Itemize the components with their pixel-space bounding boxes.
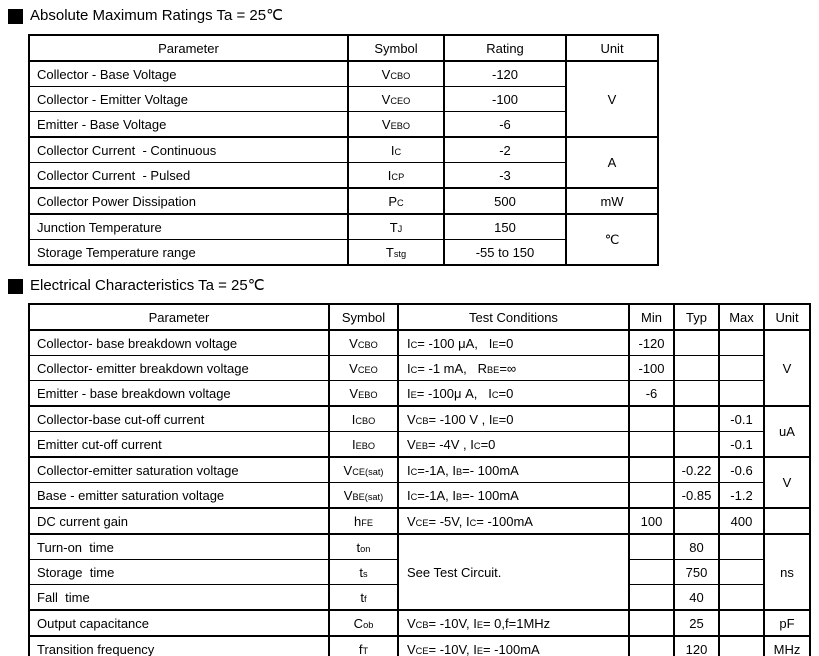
cell-parameter: Transition frequency — [29, 636, 329, 656]
cell-symbol: fT — [329, 636, 398, 656]
cell-min: -6 — [629, 381, 674, 407]
cell-typ: 40 — [674, 585, 719, 611]
cell-symbol: Tstg — [348, 240, 444, 266]
cell-parameter: Emitter - Base Voltage — [29, 112, 348, 138]
cell-parameter: Junction Temperature — [29, 214, 348, 240]
col-header-min: Min — [629, 304, 674, 330]
cell-parameter: Collector - Emitter Voltage — [29, 87, 348, 112]
cell-typ — [674, 406, 719, 432]
cell-min — [629, 610, 674, 636]
cell-unit: V — [566, 61, 658, 137]
section-title-text: Absolute Maximum Ratings Ta = 25℃ — [30, 7, 283, 24]
cell-parameter: Emitter - base breakdown voltage — [29, 381, 329, 407]
cell-rating: -55 to 150 — [444, 240, 566, 266]
cell-max: 400 — [719, 508, 764, 534]
cell-symbol: ts — [329, 560, 398, 585]
black-square-bullet-icon — [8, 9, 23, 24]
cell-typ: 80 — [674, 534, 719, 560]
cell-unit: V — [764, 457, 810, 508]
cell-parameter: Storage time — [29, 560, 329, 585]
cell-parameter: Storage Temperature range — [29, 240, 348, 266]
cell-min — [629, 560, 674, 585]
cell-max — [719, 610, 764, 636]
cell-max — [719, 356, 764, 381]
col-header-symbol: Symbol — [348, 35, 444, 61]
cell-max: -1.2 — [719, 483, 764, 509]
cell-parameter: Collector Current - Pulsed — [29, 163, 348, 189]
cell-parameter: Emitter cut-off current — [29, 432, 329, 458]
section-title-absolute-maximum-ratings — [8, 7, 819, 25]
cell-symbol: ICP — [348, 163, 444, 189]
cell-max — [719, 560, 764, 585]
col-header-unit: Unit — [764, 304, 810, 330]
cell-symbol: VCBO — [348, 61, 444, 87]
cell-symbol: hFE — [329, 508, 398, 534]
cell-symbol: PC — [348, 188, 444, 214]
cell-min — [629, 534, 674, 560]
table-row — [29, 432, 810, 458]
col-header-test-conditions: Test Conditions — [398, 304, 629, 330]
cell-max — [719, 585, 764, 611]
cell-max: -0.1 — [719, 432, 764, 458]
section-title-electrical-characteristics — [8, 277, 819, 295]
cell-rating: -2 — [444, 137, 566, 163]
table-row — [29, 112, 658, 138]
cell-parameter: Base - emitter saturation voltage — [29, 483, 329, 509]
cell-unit: ns — [764, 534, 810, 610]
cell-min — [629, 457, 674, 483]
cell-unit: pF — [764, 610, 810, 636]
table-row — [29, 636, 810, 656]
cell-condition: IC=-1A, IB=- 100mA — [398, 483, 629, 509]
col-header-typ: Typ — [674, 304, 719, 330]
cell-rating: -6 — [444, 112, 566, 138]
cell-symbol: tf — [329, 585, 398, 611]
cell-unit: mW — [566, 188, 658, 214]
cell-max: -0.1 — [719, 406, 764, 432]
cell-min — [629, 585, 674, 611]
cell-condition: VEB= -4V , IC=0 — [398, 432, 629, 458]
cell-typ — [674, 330, 719, 356]
cell-min: 100 — [629, 508, 674, 534]
cell-typ: 120 — [674, 636, 719, 656]
cell-symbol: IC — [348, 137, 444, 163]
table-row — [29, 534, 810, 560]
cell-parameter: Fall time — [29, 585, 329, 611]
cell-unit: ℃ — [566, 214, 658, 265]
table-row — [29, 137, 658, 163]
cell-max — [719, 636, 764, 656]
cell-symbol: VCBO — [329, 330, 398, 356]
cell-symbol: VCE(sat) — [329, 457, 398, 483]
table-header-row — [29, 304, 810, 330]
cell-min: -100 — [629, 356, 674, 381]
col-header-rating: Rating — [444, 35, 566, 61]
cell-condition: IC=-1A, IB=- 100mA — [398, 457, 629, 483]
col-header-parameter: Parameter — [29, 35, 348, 61]
cell-typ — [674, 432, 719, 458]
cell-max: -0.6 — [719, 457, 764, 483]
cell-symbol: VCEO — [329, 356, 398, 381]
cell-typ — [674, 356, 719, 381]
table-row — [29, 406, 810, 432]
table-row — [29, 457, 810, 483]
electrical-characteristics-table — [28, 303, 811, 656]
cell-max — [719, 381, 764, 407]
cell-min — [629, 432, 674, 458]
cell-symbol: VBE(sat) — [329, 483, 398, 509]
table-row — [29, 240, 658, 266]
cell-symbol: VEBO — [348, 112, 444, 138]
table-row — [29, 483, 810, 509]
table-row — [29, 87, 658, 112]
col-header-parameter: Parameter — [29, 304, 329, 330]
cell-typ: -0.85 — [674, 483, 719, 509]
cell-rating: -100 — [444, 87, 566, 112]
cell-parameter: Output capacitance — [29, 610, 329, 636]
cell-condition: VCB= -100 V , IE=0 — [398, 406, 629, 432]
table-row — [29, 610, 810, 636]
cell-unit — [764, 508, 810, 534]
absolute-maximum-ratings-table — [28, 34, 659, 266]
cell-typ — [674, 508, 719, 534]
table-row — [29, 330, 810, 356]
cell-condition: IE= -100μ A, IC=0 — [398, 381, 629, 407]
cell-min — [629, 636, 674, 656]
cell-parameter: Collector-base cut-off current — [29, 406, 329, 432]
cell-typ: 750 — [674, 560, 719, 585]
cell-symbol: VCEO — [348, 87, 444, 112]
cell-condition: VCB= -10V, IE= 0,f=1MHz — [398, 610, 629, 636]
cell-rating: 500 — [444, 188, 566, 214]
black-square-bullet-icon — [8, 279, 23, 294]
cell-condition: VCE= -10V, IE= -100mA — [398, 636, 629, 656]
cell-parameter: Collector- emitter breakdown voltage — [29, 356, 329, 381]
cell-unit: uA — [764, 406, 810, 457]
cell-parameter: Collector-emitter saturation voltage — [29, 457, 329, 483]
cell-parameter: Collector Power Dissipation — [29, 188, 348, 214]
table-row — [29, 61, 658, 87]
cell-symbol: VEBO — [329, 381, 398, 407]
cell-symbol: ton — [329, 534, 398, 560]
cell-symbol: IEBO — [329, 432, 398, 458]
cell-condition: See Test Circuit. — [398, 534, 629, 610]
cell-symbol: ICBO — [329, 406, 398, 432]
table-row — [29, 214, 658, 240]
cell-min — [629, 406, 674, 432]
table-row — [29, 381, 810, 407]
cell-parameter: Collector - Base Voltage — [29, 61, 348, 87]
cell-rating: -3 — [444, 163, 566, 189]
cell-max — [719, 330, 764, 356]
section-title-text: Electrical Characteristics Ta = 25℃ — [30, 277, 265, 294]
cell-unit: MHz — [764, 636, 810, 656]
cell-min — [629, 483, 674, 509]
col-header-unit: Unit — [566, 35, 658, 61]
cell-condition: IC= -100 μA, IE=0 — [398, 330, 629, 356]
table-row — [29, 163, 658, 189]
cell-symbol: Cob — [329, 610, 398, 636]
cell-typ — [674, 381, 719, 407]
cell-symbol: TJ — [348, 214, 444, 240]
col-header-symbol: Symbol — [329, 304, 398, 330]
cell-condition: VCE= -5V, IC= -100mA — [398, 508, 629, 534]
table-row — [29, 356, 810, 381]
cell-parameter: Turn-on time — [29, 534, 329, 560]
cell-unit: A — [566, 137, 658, 188]
table-header-row — [29, 35, 658, 61]
col-header-max: Max — [719, 304, 764, 330]
cell-rating: 150 — [444, 214, 566, 240]
cell-parameter: DC current gain — [29, 508, 329, 534]
cell-typ: 25 — [674, 610, 719, 636]
table-row — [29, 188, 658, 214]
cell-parameter: Collector Current - Continuous — [29, 137, 348, 163]
cell-unit: V — [764, 330, 810, 406]
table-row — [29, 508, 810, 534]
cell-rating: -120 — [444, 61, 566, 87]
cell-typ: -0.22 — [674, 457, 719, 483]
cell-parameter: Collector- base breakdown voltage — [29, 330, 329, 356]
cell-condition: IC= -1 mA, RBE=∞ — [398, 356, 629, 381]
cell-min: -120 — [629, 330, 674, 356]
cell-max — [719, 534, 764, 560]
